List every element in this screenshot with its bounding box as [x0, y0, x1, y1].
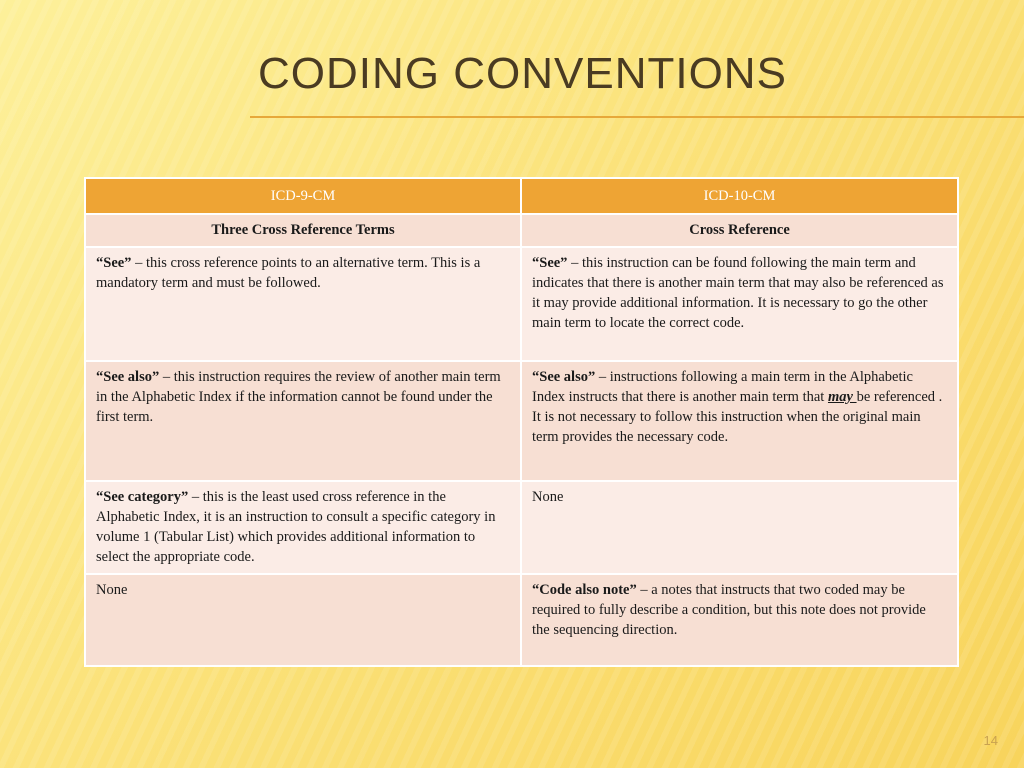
title-underline [250, 116, 1024, 118]
term-description-part1: – instructions following a main term in the Alphabetic Index instructs that there is another main term that [532, 369, 913, 405]
table-row-see [85, 247, 958, 361]
term-label: “See” [532, 255, 568, 271]
cell-icd10-see [521, 247, 958, 361]
cell-icd9-see-also [85, 361, 521, 481]
none-text: None [532, 489, 564, 505]
header-row [85, 178, 958, 214]
subheader-icd10: Cross Reference [521, 214, 958, 247]
cell-icd10-see-also [521, 361, 958, 481]
term-label: “See” [96, 255, 132, 271]
term-label: “Code also note” [532, 582, 637, 598]
cell-icd9-see-category [85, 481, 521, 574]
none-text: None [96, 582, 128, 598]
cell-icd10-code-also [521, 574, 958, 666]
table-row-see-also [85, 361, 958, 481]
table-row-see-category [85, 481, 958, 574]
term-label: “See also” [532, 369, 596, 385]
table-row-code-also [85, 574, 958, 666]
term-description: – this cross reference points to an alternative term. This is a mandatory term and must be followed. [96, 255, 481, 291]
page-number: 14 [983, 733, 998, 748]
term-label: “See also” [96, 369, 160, 385]
subheader-row [85, 214, 958, 247]
cell-icd10-none [521, 481, 958, 574]
slide-title: CODING CONVENTIONS [258, 49, 787, 98]
term-description: – this instruction can be found following the main term and indicates that there is another main term that may also be referenced as it may provide additional information. It is necessary to go the other main term to locate the correct code. [532, 255, 944, 331]
cross-reference-table [84, 177, 959, 667]
term-description: – this instruction requires the review of another main term in the Alphabetic Index if the information cannot be found under the first term. [96, 369, 501, 425]
header-icd10: ICD-10-CM [521, 178, 958, 214]
subheader-icd9: Three Cross Reference Terms [85, 214, 521, 247]
header-icd9: ICD-9-CM [85, 178, 521, 214]
term-description: – a notes that instructs that two coded may be required to fully describe a condition, but this note does not provide the sequencing direction. [532, 582, 926, 638]
term-description-part2: be referenced . It is not necessary to follow this instruction when the original main term provides the necessary code. [532, 389, 943, 445]
cell-icd9-none [85, 574, 521, 666]
emphasized-may: may [827, 389, 857, 405]
term-label: “See category” [96, 489, 189, 505]
cell-icd9-see [85, 247, 521, 361]
term-description: – this is the least used cross reference in the Alphabetic Index, it is an instruction to consult a specific category in volume 1 (Tabular List) which provides additional information to select the appropriate code. [96, 489, 496, 565]
